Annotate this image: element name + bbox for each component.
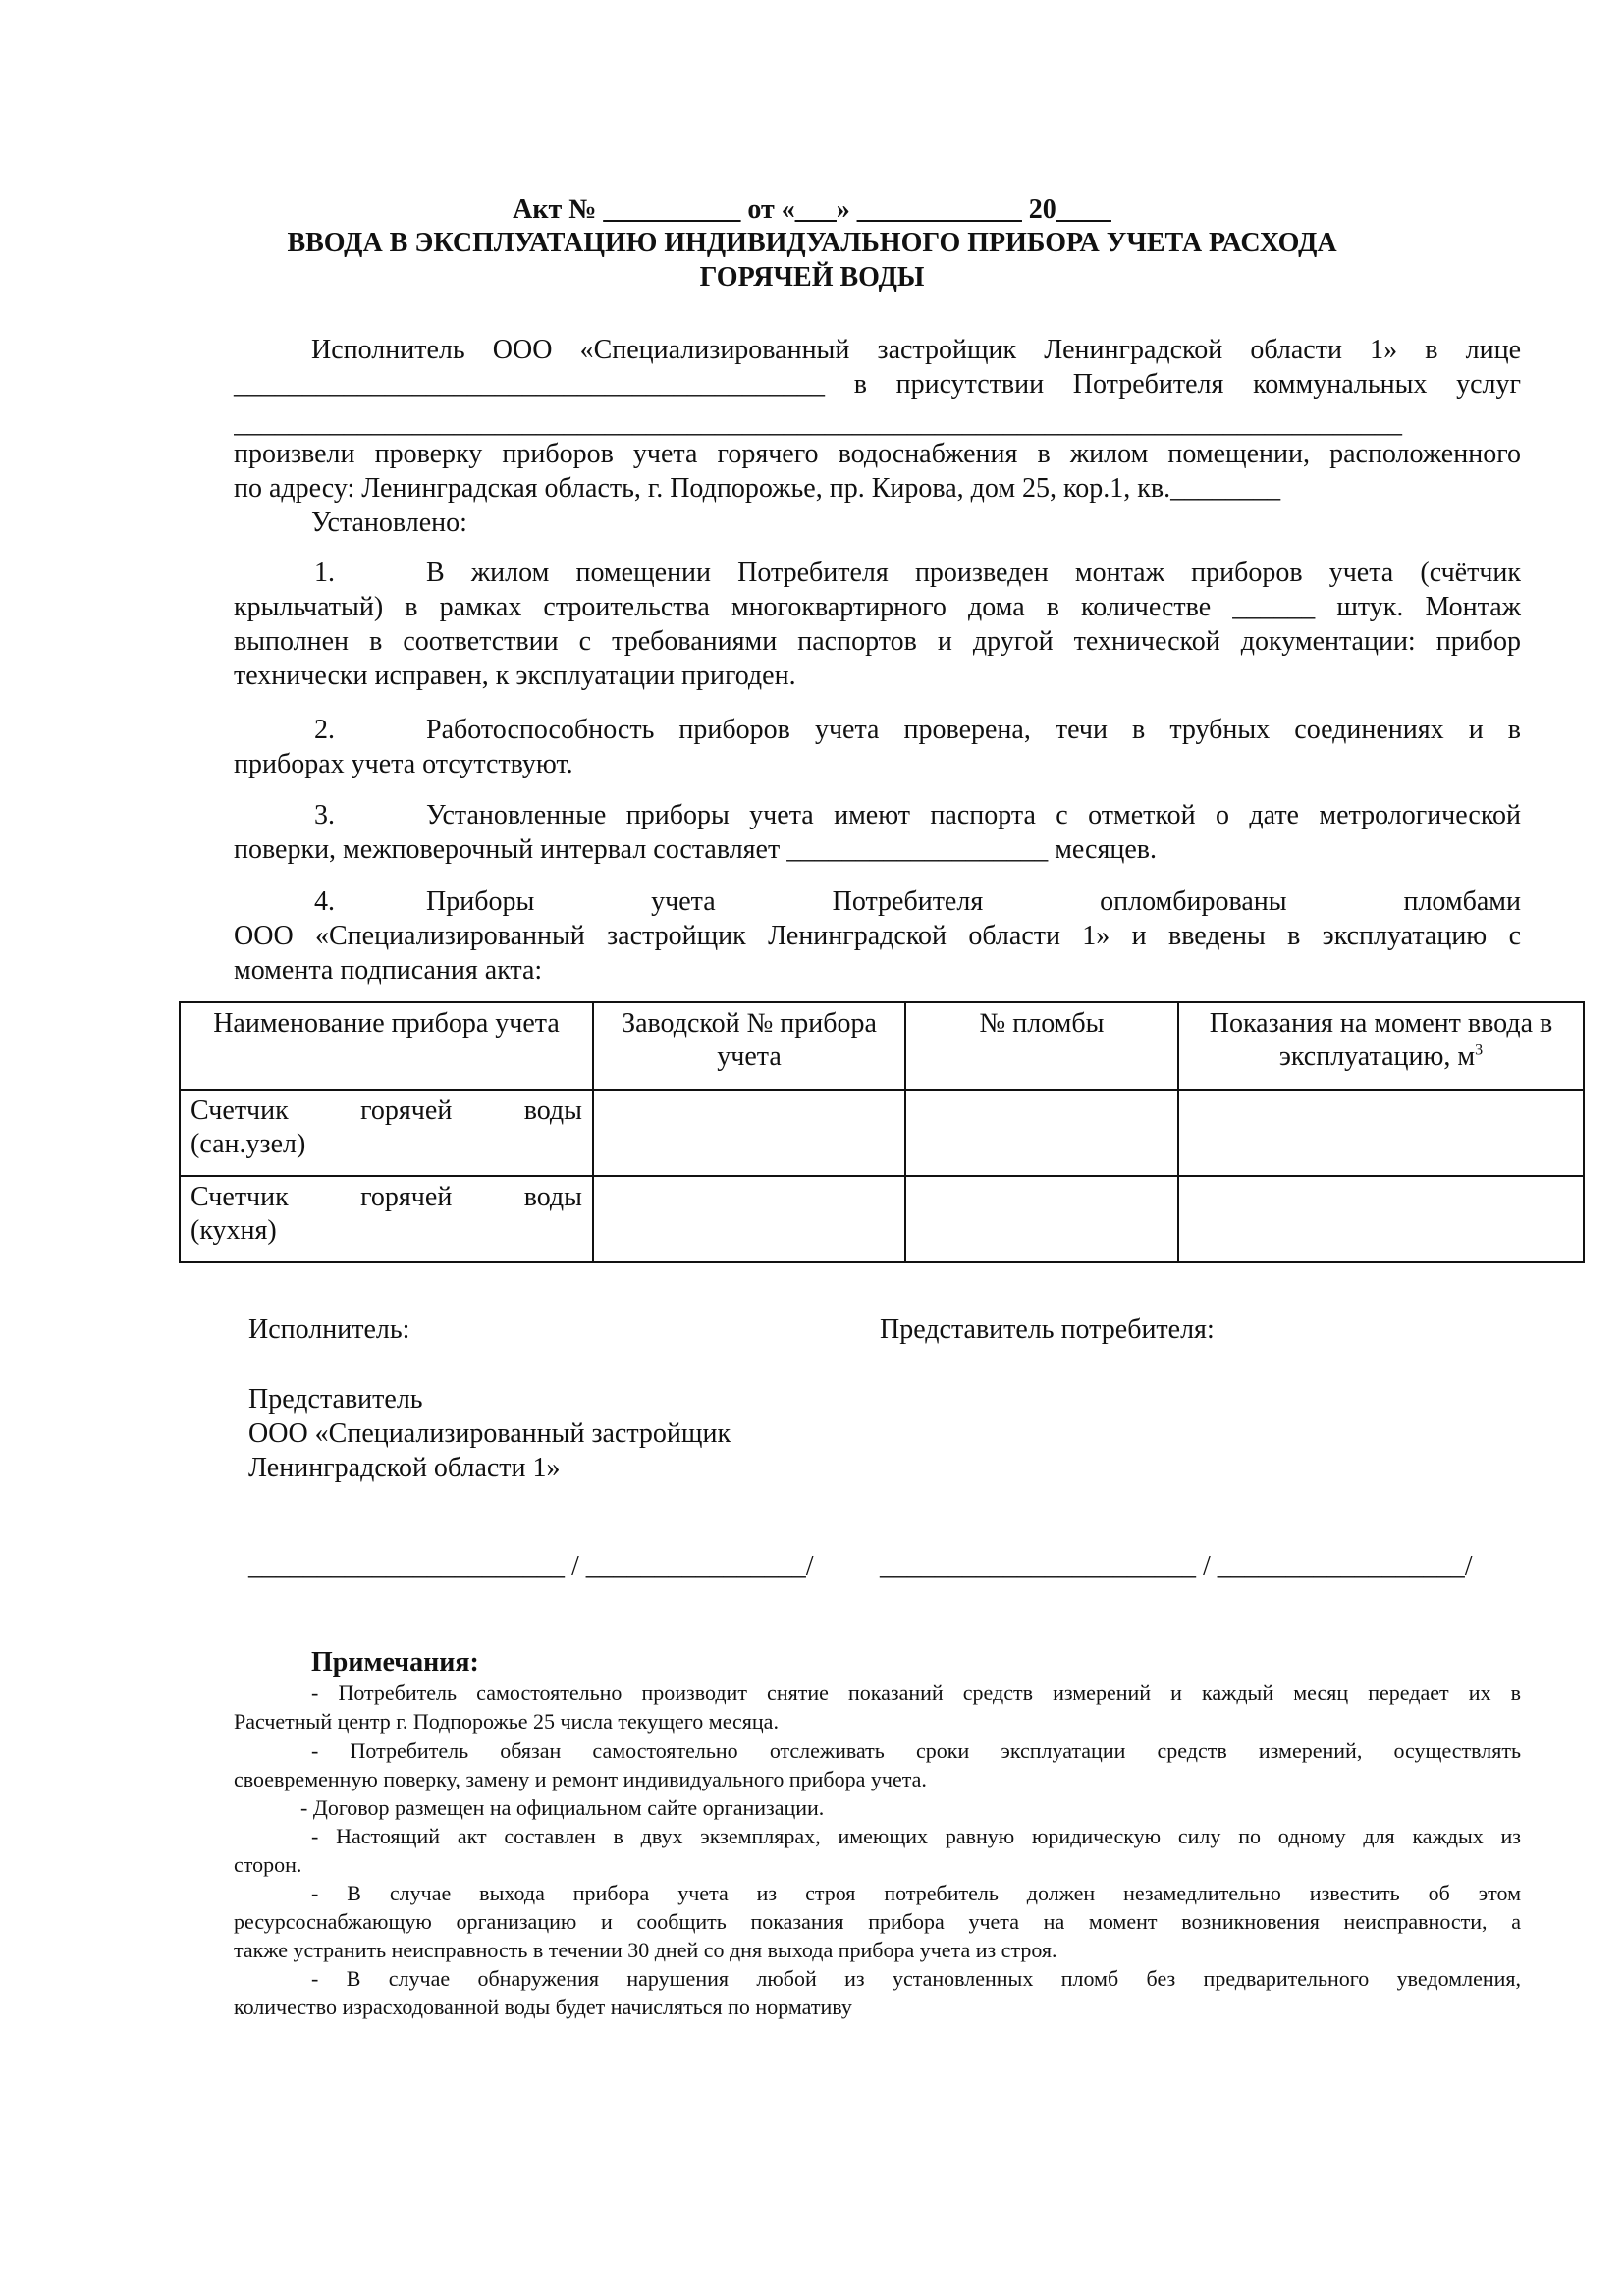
item-1-line-1: В жилом помещении Потребителя произведен монтаж приборов учета (счётчик: [426, 558, 1521, 588]
device-name-line1: Счетчик горячей воды: [190, 1182, 582, 1212]
item-2-number: 2.: [314, 715, 335, 745]
note-3: - Договор размещен на официальном сайте организации.: [300, 1795, 825, 1820]
consumer-rep-label: Представитель потребителя:: [880, 1314, 1215, 1345]
device-name-line2: (сан.узел): [190, 1129, 306, 1159]
header-seal-number: № пломбы: [905, 1002, 1178, 1090]
document-title-line2: ГОРЯЧЕЙ ВОДЫ: [699, 262, 925, 293]
item-1-line-2: крыльчатый) в рамках строительства многоквартирного дома в количестве ______ штук. Монтаж: [234, 592, 1521, 622]
intro-line-2: ___________________________________________ в присутствии Потребителя коммунальных услуг: [234, 369, 1521, 400]
intro-line-4: произвели проверку приборов учета горячего водоснабжения в жилом помещении, расположенного: [234, 439, 1521, 469]
note-5-line-1: - В случае выхода прибора учета из строя потребитель должен незамедлительно известить об этом: [311, 1881, 1521, 1905]
item-4-line-1: Приборы учета Потребителя опломбированы пломбами: [426, 886, 1521, 917]
seal-cell[interactable]: [905, 1090, 1178, 1176]
device-name-cell: [180, 1090, 593, 1176]
device-name-line2: (кухня): [190, 1215, 277, 1246]
reading-cell[interactable]: [1178, 1090, 1584, 1176]
item-3-number: 3.: [314, 800, 335, 830]
device-name-line1: Счетчик горячей воды: [190, 1095, 582, 1126]
table-row: [180, 1090, 1584, 1176]
reading-cell[interactable]: [1178, 1176, 1584, 1262]
device-name-cell: [180, 1176, 593, 1262]
executor-signature-line[interactable]: _______________________ / ________________/: [248, 1551, 814, 1581]
unit-superscript: 3: [1475, 1041, 1484, 1059]
item-1-line-4: технически исправен, к эксплуатации пригоден.: [234, 661, 796, 691]
item-2-line-1: Работоспособность приборов учета проверена, течи в трубных соединениях и в: [426, 715, 1521, 745]
item-3-line-1: Установленные приборы учета имеют паспорта с отметкой о дате метрологической: [426, 800, 1521, 830]
note-5-line-2: ресурсоснабжающую организацию и сообщить показания прибора учета на момент возникновения неисправности, а: [234, 1909, 1521, 1934]
act-number-line: Акт № __________ от «___» ____________ 20____: [513, 194, 1111, 225]
item-4-number: 4.: [314, 886, 335, 917]
item-4-line-3: момента подписания акта:: [234, 955, 543, 986]
seal-cell[interactable]: [905, 1176, 1178, 1262]
serial-cell[interactable]: [593, 1090, 905, 1176]
executor-label: Исполнитель:: [248, 1314, 410, 1345]
note-1-line-1: - Потребитель самостоятельно производит снятие показаний средств измерений и каждый месяц передает их в: [311, 1681, 1521, 1705]
note-5-line-3: также устранить неисправность в течении 30 дней со дня выхода прибора учета из строя.: [234, 1938, 1057, 1962]
consumer-signature-line[interactable]: _______________________ / __________________/: [880, 1551, 1473, 1581]
note-4-line-2: сторон.: [234, 1852, 302, 1877]
intro-line-3: _____________________________________________________________________________________: [234, 408, 1402, 439]
note-2-line-2: своевременную поверку, замену и ремонт индивидуального прибора учета.: [234, 1767, 927, 1791]
item-4-line-2: ООО «Специализированный застройщик Ленинградской области 1» и введены в эксплуатацию с: [234, 921, 1521, 951]
note-2-line-1: - Потребитель обязан самостоятельно отслеживать сроки эксплуатации средств измерений, осуществлять: [311, 1738, 1521, 1763]
table-header-row: [180, 1002, 1584, 1090]
note-1-line-2: Расчетный центр г. Подпорожье 25 числа текущего месяца.: [234, 1709, 779, 1734]
header-device-name: Наименование прибора учета: [180, 1002, 593, 1090]
meters-table: [179, 1001, 1585, 1263]
executor-rep-line3: Ленинградской области 1»: [248, 1453, 561, 1483]
executor-rep-line2: ООО «Специализированный застройщик: [248, 1418, 731, 1449]
executor-rep-line1: Представитель: [248, 1384, 423, 1415]
table-row: [180, 1176, 1584, 1262]
intro-line-1: Исполнитель ООО «Специализированный застройщик Ленинградской области 1» в лице: [311, 335, 1521, 365]
serial-cell[interactable]: [593, 1176, 905, 1262]
header-serial-number: Заводской № прибора учета: [593, 1002, 905, 1090]
document-title-line1: ВВОДА В ЭКСПЛУАТАЦИЮ ИНДИВИДУАЛЬНОГО ПРИБОРА УЧЕТА РАСХОДА: [287, 228, 1337, 258]
item-3-line-2: поверки, межповерочный интервал составляет ___________________ месяцев.: [234, 834, 1157, 865]
note-4-line-1: - Настоящий акт составлен в двух экземплярах, имеющих равную юридическую силу по одному для каждых из: [311, 1824, 1521, 1848]
header-reading: Показания на момент ввода в эксплуатацию, $м^3$: [1178, 1002, 1584, 1090]
note-6-line-2: количество израсходованной воды будет начисляться по нормативу: [234, 1995, 852, 2019]
item-1-line-3: выполнен в соответствии с требованиями паспортов и другой технической документации: прибор: [234, 626, 1521, 657]
note-6-line-1: - В случае обнаружения нарушения любой из установленных пломб без предварительного уведомления,: [311, 1966, 1521, 1991]
established-label: Установлено:: [311, 507, 467, 538]
item-2-line-2: приборах учета отсутствуют.: [234, 749, 573, 779]
intro-line-5: по адресу: Ленинградская область, г. Подпорожье, пр. Кирова, дом 25, кор.1, кв.________: [234, 473, 1281, 504]
notes-title: Примечания:: [311, 1647, 479, 1678]
item-1-number: 1.: [314, 558, 335, 588]
